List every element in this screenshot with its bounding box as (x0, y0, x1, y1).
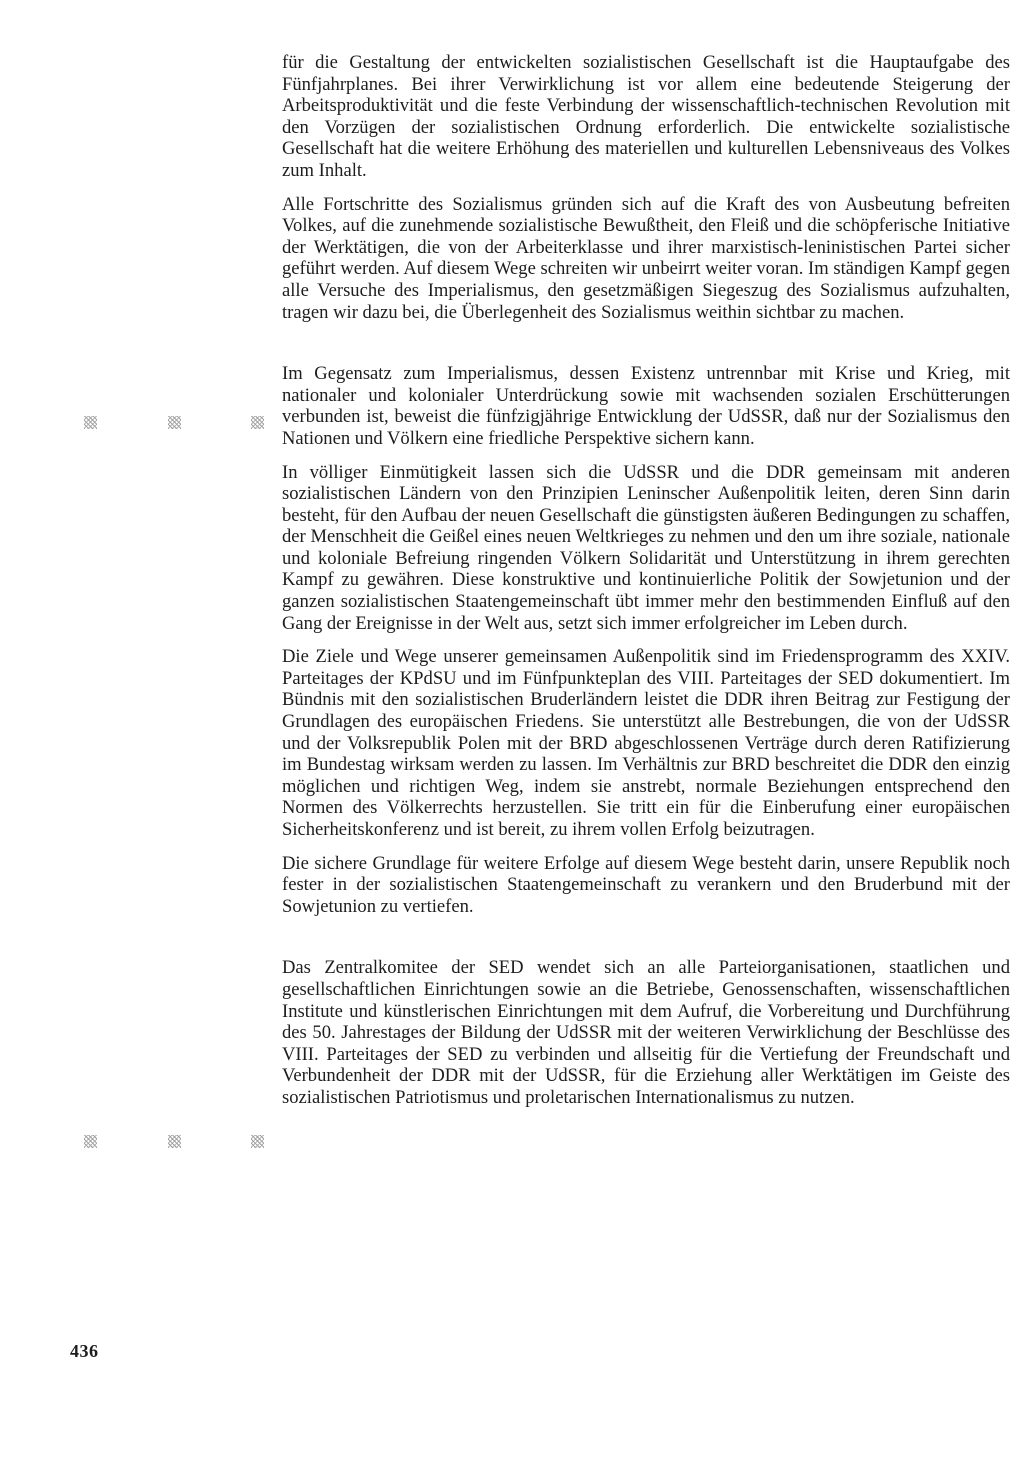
paragraph: Das Zentralkomitee der SED wendet sich an alle Parteiorganisationen, staatlichen und gesellschaftlichen Einrichtungen sowie an die Betriebe, Genossenschaften, wissenschaftlichen Institute und künstlerischen Einrichtungen mit dem Aufruf, die Vorbereitung und Durchführung des 50. Jahrestages der Bildung der UdSSR mit der weiteren Verwirklichung der Beschlüsse des VIII. Parteitages der SED zu verbinden und allseitig für die Vertiefung der Freundschaft und Verbundenheit der DDR mit der UdSSR, für die Erziehung aller Werktätigen im Geiste des sozialistischen Patriotismus und proletarischen Internationalismus zu nutzen. (282, 957, 1010, 1108)
section-marker-row (84, 414, 264, 430)
paragraph: Im Gegensatz zum Imperialismus, dessen Existenz untrennbar mit Krise und Krieg, mit nationaler und kolonialer Unterdrückung sowie mit wachsenden sozialen Erschütterungen verbunden ist, beweist die fünfzigjährige Entwicklung der UdSSR, daß nur der Sozialismus den Nationen und Völkern eine friedliche Perspektive sichern kann. (282, 363, 1010, 449)
section-marker-icon (168, 1135, 181, 1148)
section-marker-icon (84, 1135, 97, 1148)
body-text-column (282, 52, 1010, 1121)
section-marker-icon (168, 416, 181, 429)
page-number: 436 (70, 1341, 99, 1361)
section-marker-icon (251, 416, 264, 429)
paragraph: In völliger Einmütigkeit lassen sich die UdSSR und die DDR gemeinsam mit anderen sozialistischen Ländern von den Prinzipien Leninscher Außenpolitik leiten, deren Sinn darin besteht, für den Aufbau der neuen Gesellschaft die günstigsten äußeren Bedingungen zu schaffen, der Menschheit die Geißel eines neuen Weltkrieges zu nehmen und den um ihre soziale, nationale und koloniale Befreiung ringenden Völkern Solidarität und Unterstützung in ihrem gerechten Kampf zu gewähren. Diese konstruktive und kontinuierliche Politik der Sowjetunion und der ganzen sozialistischen Staatengemeinschaft übt immer mehr den bestimmenden Einfluß auf den Gang der Ereignisse in der Welt aus, setzt sich immer erfolgreicher im Leben durch. (282, 461, 1010, 634)
paragraph: Die sichere Grundlage für weitere Erfolge auf diesem Wege besteht darin, unsere Republik noch fester in der sozialistischen Staatengemeinschaft zu verankern und den Bruderbund mit der Sowjetunion zu vertiefen. (282, 852, 1010, 917)
paragraph: Die Ziele und Wege unserer gemeinsamen Außenpolitik sind im Friedensprogramm des XXIV. Parteitages der KPdSU und im Fünfpunkteplan des VIII. Parteitages der SED dokumentiert. Im Bündnis mit den sozialistischen Bruderländern leistet die DDR ihren Beitrag zur Festigung der Grundlagen des europäischen Friedens. Sie unterstützt alle Bestrebungen, die von der UdSSR und der Volksrepublik Polen mit der BRD abgeschlossenen Verträge durch deren Ratifizierung im Bundestag wirksam werden zu lassen. Im Verhältnis zur BRD beschreitet die DDR den einzig möglichen und richtigen Weg, indem sie anstrebt, normale Beziehungen entsprechend den Normen des Völkerrechts herzustellen. Sie tritt ein für die Einberufung einer europäischen Sicherheitskonferenz und ist bereit, zu ihrem vollen Erfolg beizutragen. (282, 646, 1010, 840)
paragraph: Alle Fortschritte des Sozialismus gründen sich auf die Kraft des von Ausbeutung befreiten Volkes, auf die zunehmende sozialistische Bewußtheit, den Fleiß und die schöpferische Initiative der Werktätigen, die von der Arbeiterklasse und ihrer marxistisch-leninistischen Partei sicher geführt werden. Auf diesem Wege schreiten wir unbeirrt weiter voran. Im ständigen Kampf gegen alle Versuche des Imperialismus, den gesetzmäßigen Siegeszug des Sozialismus aufzuhalten, tragen wir dazu bei, die Überlegenheit des Sozialismus weithin sichtbar zu machen. (282, 193, 1010, 323)
section-marker-icon (84, 416, 97, 429)
paragraph: für die Gestaltung der entwickelten sozialistischen Gesellschaft ist die Hauptaufgabe des Fünfjahrplanes. Bei ihrer Verwirklichung ist vor allem eine bedeutende Steigerung der Arbeitsproduktivität und die feste Verbindung der wissenschaftlich-technischen Revolution mit den Vorzügen der sozialistischen Ordnung erforderlich. Die entwickelte sozialistische Gesellschaft hat die weitere Erhöhung des materiellen und kulturellen Lebensniveaus des Volkes zum Inhalt. (282, 52, 1010, 181)
section-marker-row (84, 1133, 264, 1149)
section-marker-icon (251, 1135, 264, 1148)
